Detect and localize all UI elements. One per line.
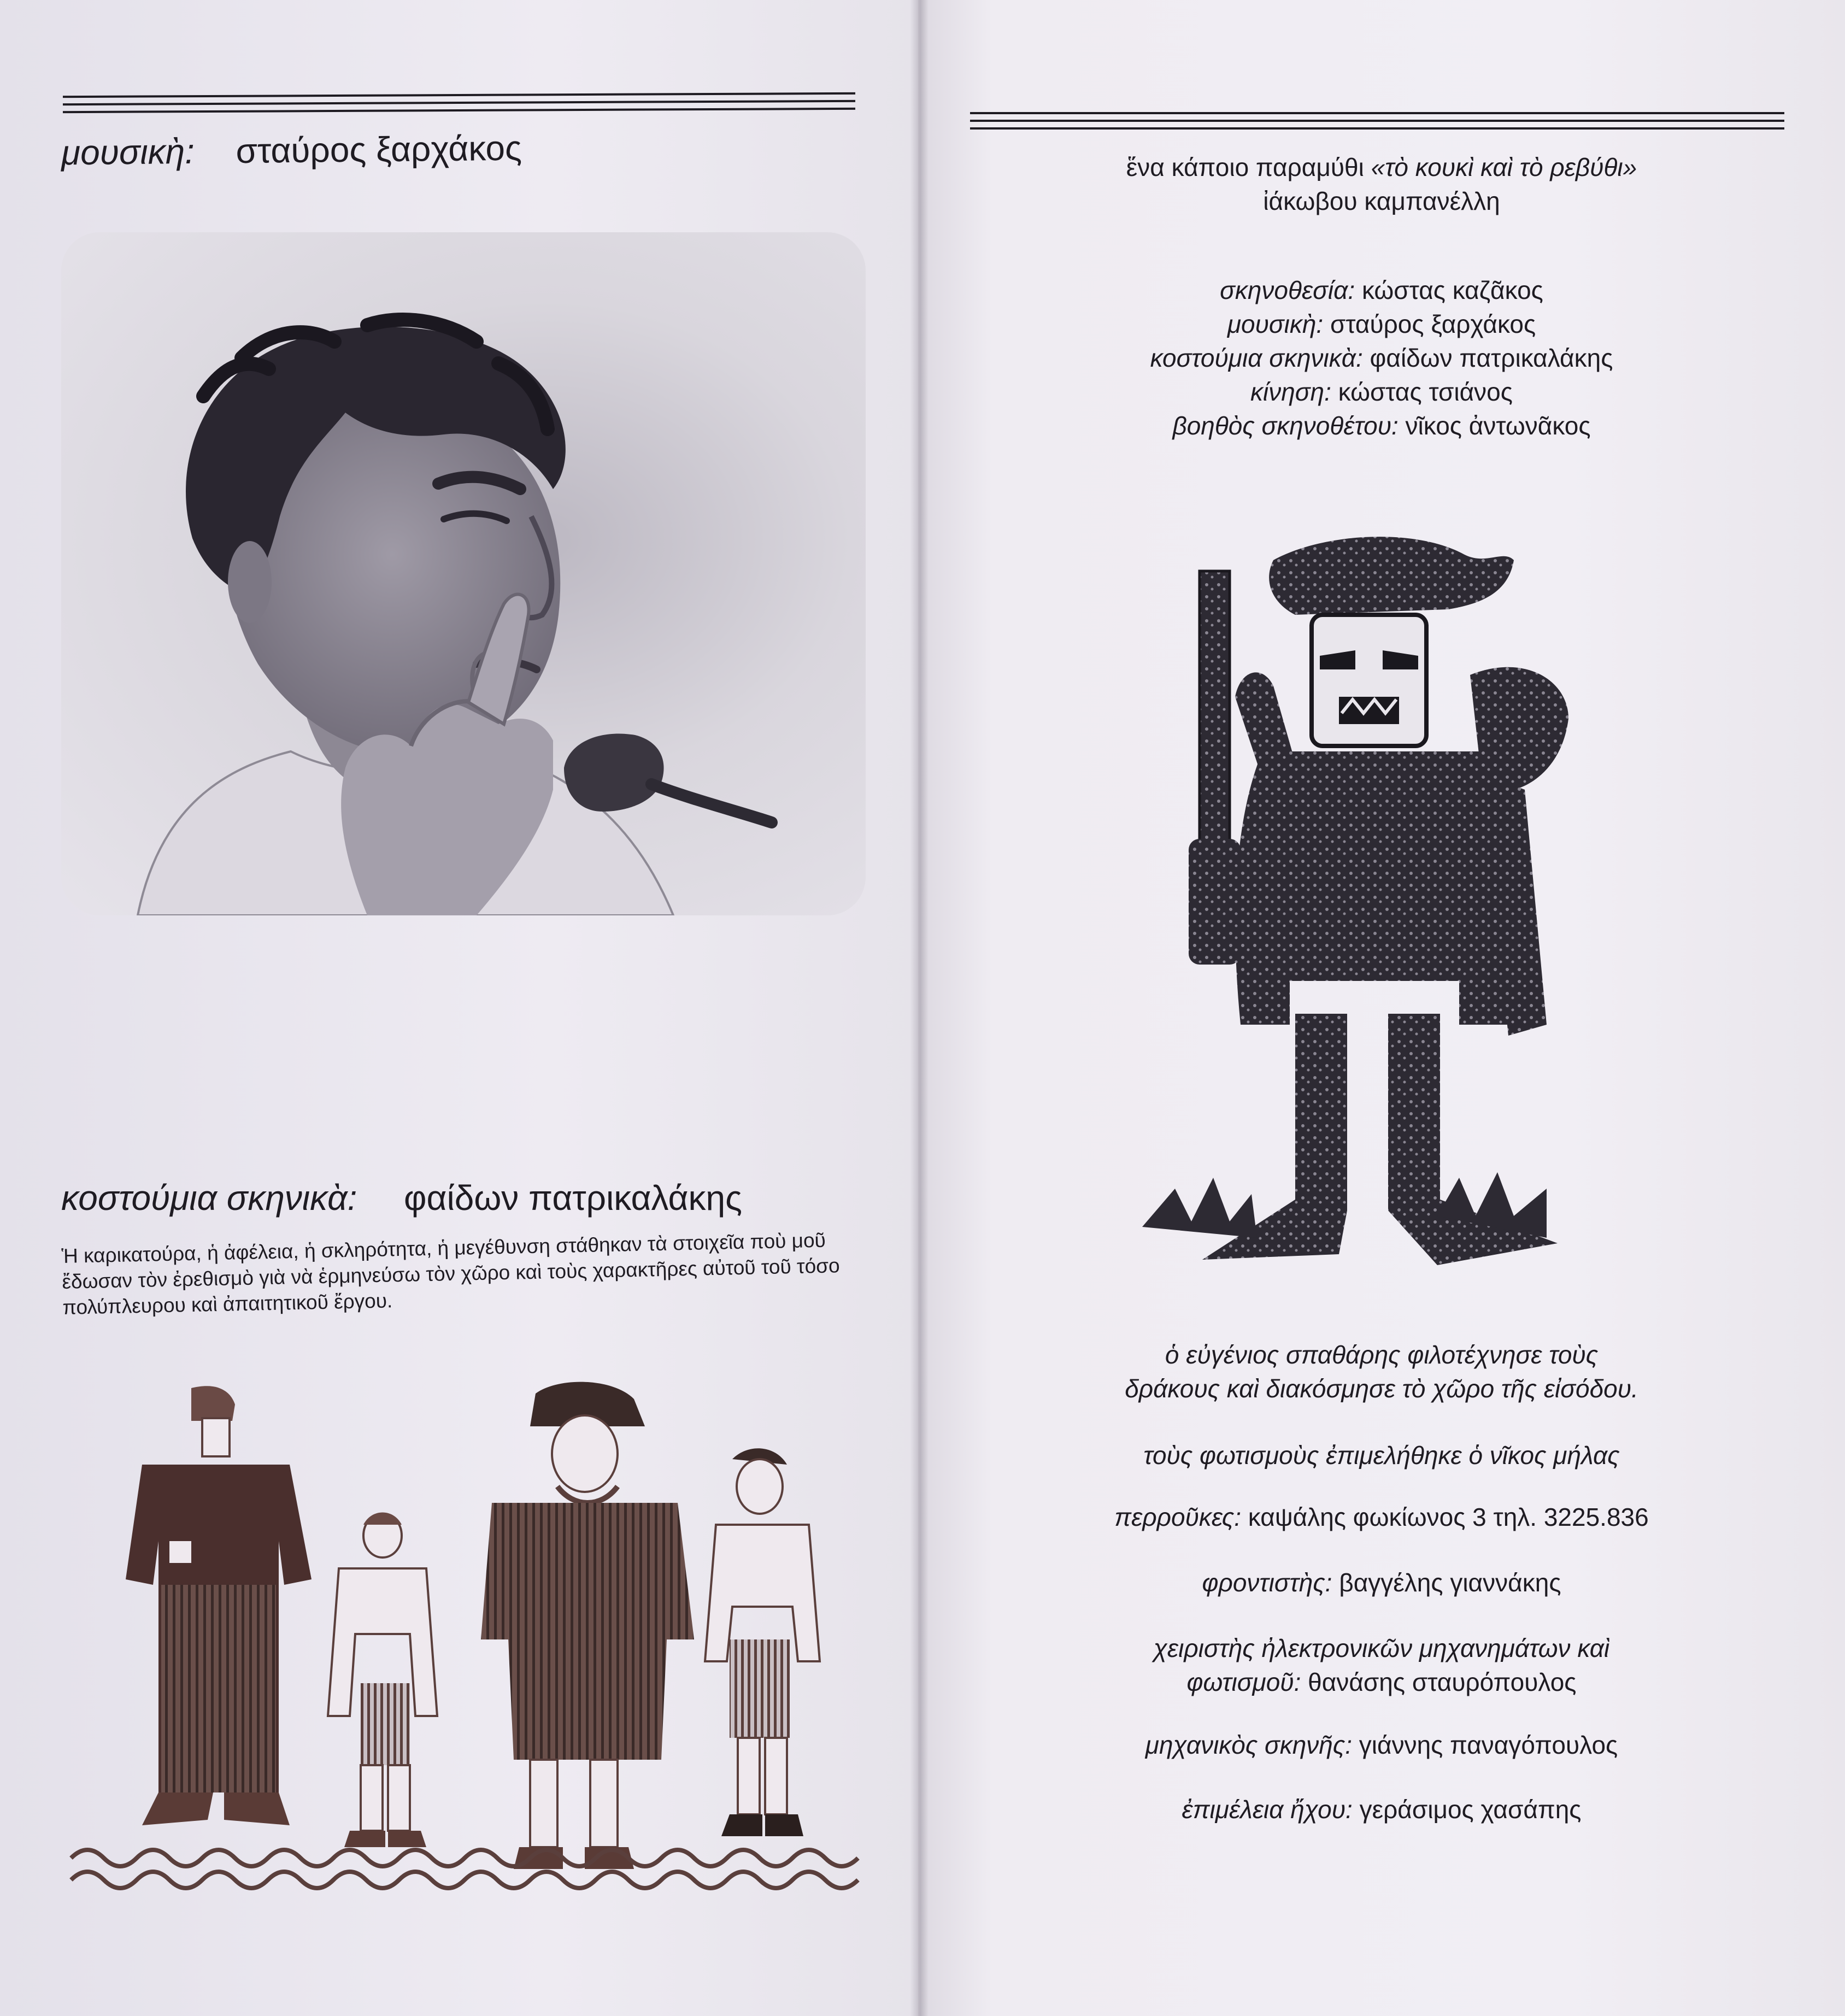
assistant-director-name: νῖκος ἀντωνᾶκος — [1405, 412, 1591, 440]
music-name-right: σταύρος ξαρχάκος — [1330, 310, 1536, 338]
movement-label: κίνηση: — [1250, 378, 1331, 406]
wigs-label: περροῦκες: — [1114, 1503, 1242, 1531]
electronics-name: θανάσης σταυρόπουλος — [1308, 1668, 1577, 1696]
sound-label: ἐπιμέλεια ἤχου: — [1182, 1795, 1353, 1824]
right-top-rule-3 — [970, 127, 1784, 130]
crew-row-director — [918, 273, 1845, 307]
title-work: «τὸ κουκὶ καὶ τὸ ρεβύθι» — [1371, 153, 1637, 181]
music-name: σταύρος ξαρχάκος — [236, 128, 522, 171]
right-top-rule-2 — [970, 120, 1784, 122]
lighting-credit: τοὺς φωτισμοὺς ἐπιμελήθηκε ὁ νῖκος μήλας — [1143, 1441, 1620, 1470]
assistant-director-label: βοηθὸς σκηνοθέτου: — [1172, 412, 1399, 440]
props-label: φροντιστὴς: — [1202, 1568, 1332, 1597]
music-label: μουσικὴ: — [61, 131, 195, 173]
title-author: ἰάκωβου καμπανέλλη — [1263, 187, 1500, 215]
crew-top-list — [918, 273, 1845, 443]
music-label-right: μουσικὴ: — [1227, 310, 1324, 338]
electronics-credit — [918, 1631, 1845, 1699]
dragons-line-2: δράκους καὶ διακόσμησε τὸ χῶρο τῆς εἰσόδου. — [1125, 1374, 1638, 1403]
title-line-1: ἕνα κάποιο παραμύθι — [1126, 153, 1364, 181]
crew-row-assistant-director — [918, 409, 1845, 443]
right-top-rule-1 — [970, 112, 1784, 114]
dragons-line-1: ὁ εὐγένιος σπαθάρης φιλοτέχνησε τοὺς — [1165, 1341, 1599, 1369]
movement-name: κώστας τσιάνος — [1338, 378, 1513, 406]
props-credit — [918, 1566, 1845, 1600]
costumes-name: φαίδων πατρικαλάκης — [403, 1178, 742, 1218]
play-title-block — [918, 150, 1845, 218]
stage-label: μηχανικὸς σκηνῆς: — [1145, 1731, 1352, 1759]
costume-figures-drawing — [66, 1377, 885, 1913]
music-credit — [61, 128, 522, 173]
director-label: σκηνοθεσία: — [1220, 276, 1355, 304]
director-name: κώστας καζᾶκος — [1361, 276, 1543, 304]
sound-credit — [918, 1792, 1845, 1826]
composer-portrait-illustration — [61, 232, 866, 915]
costumes-label-right: κοστούμια σκηνικὰ: — [1150, 344, 1363, 372]
composer-photo — [61, 232, 866, 915]
crew-row-music — [918, 307, 1845, 341]
dragons-credit — [918, 1338, 1845, 1406]
sound-name: γεράσιμος χασάπης — [1359, 1795, 1582, 1824]
costumes-credit — [61, 1178, 742, 1218]
props-name: βαγγέλης γιαννάκης — [1339, 1568, 1561, 1597]
electronics-label: φωτισμοῦ: — [1186, 1668, 1301, 1696]
costumes-label: κοστούμια σκηνικὰ: — [61, 1178, 357, 1218]
wigs-name: καψάλης φωκίωνος 3 τηλ. 3225.836 — [1248, 1503, 1649, 1531]
crew-row-costumes — [918, 341, 1845, 375]
designer-quote: Ἡ καρικατούρα, ἡ ἀφέλεια, ἡ σκληρότητα, ἡ μεγέθυνση στάθηκαν τὰ στοιχεῖα ποὺ μοῦ ἔδωσαν τὸν ἐρεθισμὸ γιὰ νὰ ἑρμηνεύσω τὸν χῶρο καὶ τοὺς χαρακτῆρες αὐτοῦ τοῦ τόσο πολύπλευρου καὶ ἀπαιτητικοῦ ἔργου. — [61, 1229, 840, 1319]
costumes-name-right: φαίδων πατρικαλάκης — [1370, 344, 1613, 372]
stage-name: γιάννης παναγόπουλος — [1359, 1731, 1618, 1759]
dragon-figure-illustration — [1131, 533, 1579, 1287]
stage-credit — [918, 1728, 1845, 1762]
electronics-line-1: χειριστὴς ἠλεκτρονικῶν μηχανημάτων καὶ — [1153, 1634, 1610, 1662]
wigs-credit — [918, 1500, 1845, 1534]
crew-row-movement — [918, 375, 1845, 409]
